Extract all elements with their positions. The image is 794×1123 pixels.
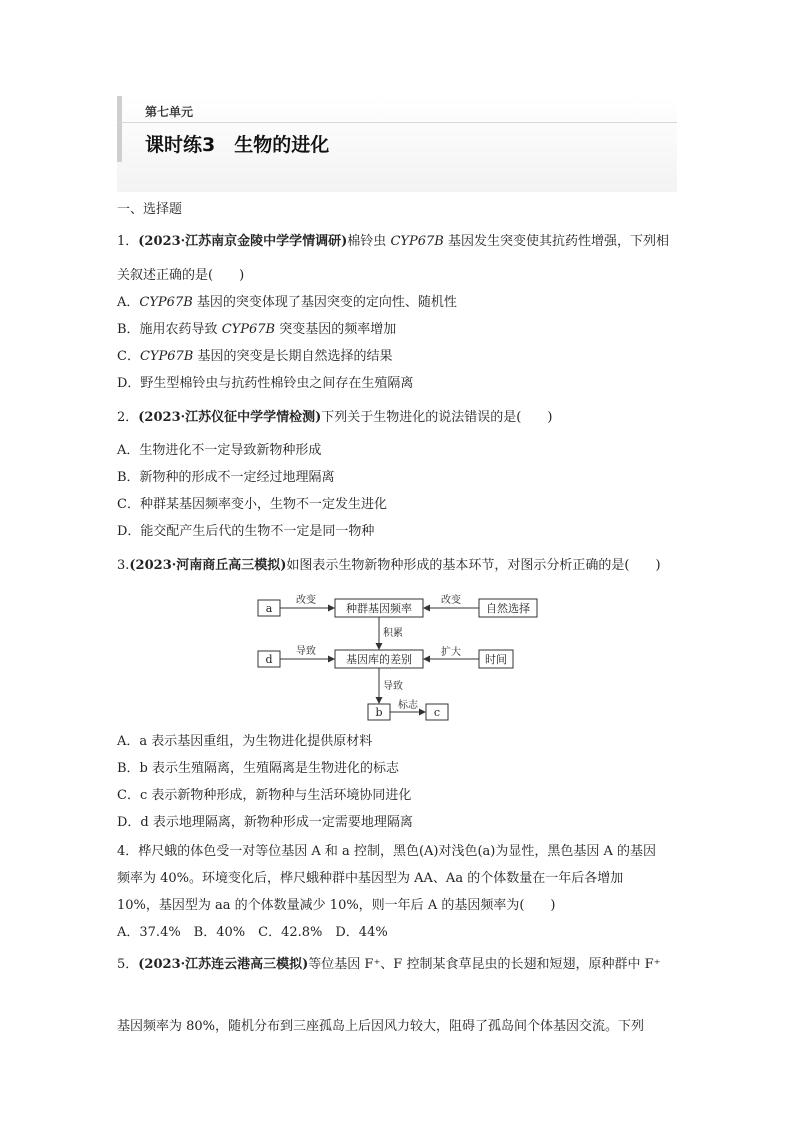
option-text: B．施用农药导致 xyxy=(117,322,222,337)
question-1-stem-line2: 关叙述正确的是( ) xyxy=(117,268,245,283)
q2-option-d: D．能交配产生后代的生物不一定是同一物种 xyxy=(117,524,375,539)
q1-gene: CYP67B xyxy=(390,234,444,249)
q1-option-b xyxy=(117,321,396,339)
box-b-label: b xyxy=(375,706,383,719)
q1-gene: CYP67B xyxy=(139,295,193,310)
q4-options: A．37.4% B．40% C．42.8% D．44% xyxy=(117,925,388,940)
label-mark: 标志 xyxy=(398,700,418,711)
q2-option-a: A．生物进化不一定导致新物种形成 xyxy=(117,443,322,458)
label-change-left: 改变 xyxy=(296,595,316,606)
q3-option-b: B．b 表示生殖隔离，生殖隔离是生物进化的标志 xyxy=(117,761,400,776)
q3-option-c: C．c 表示新物种形成，新物种与生活环境协同进化 xyxy=(117,788,412,803)
box-freq-label: 种群基因频率 xyxy=(346,602,412,615)
q3-stem-text: 如图表示生物新物种形成的基本环节，对图示分析正确的是( ) xyxy=(286,558,661,573)
q1-option-d: D．野生型棉铃虫与抗药性棉铃虫之间存在生殖隔离 xyxy=(117,376,414,391)
page-title: 课时练3 生物的进化 xyxy=(145,134,330,156)
option-text: 基因的突变是长期自然选择的结果 xyxy=(193,349,393,364)
option-letter: C． xyxy=(117,349,140,364)
q5-stem-text: 等位基因 F⁺、F 控制某食草昆虫的长翅和短翅，原种群中 F⁺ xyxy=(308,957,661,972)
q3-number: 3. xyxy=(117,558,130,573)
q1-gene: CYP67B xyxy=(221,322,276,337)
question-5-line2: 基因频率为 80%，随机分布到三座孤岛上后因风力较大，阻碍了孤岛间个体基因交流。下列 xyxy=(117,1019,645,1034)
question-3-stem xyxy=(117,557,661,575)
q1-gene: CYP67B xyxy=(139,349,194,364)
box-select-label: 自然选择 xyxy=(486,602,530,615)
section-heading: 一、选择题 xyxy=(117,202,183,217)
label-accumulate: 积累 xyxy=(383,628,403,639)
box-a-label: a xyxy=(265,602,273,615)
box-d-label: d xyxy=(265,653,273,666)
q3-option-a: A．a 表示基因重组，为生物进化提供原材料 xyxy=(117,734,373,749)
question-4-line1: 4．桦尺蛾的体色受一对等位基因 A 和 a 控制，黑色(A)对浅色(a)为显性，黑色基因 A 的基因 xyxy=(117,844,657,859)
question-4-line2: 频率为 40%。环境变化后，桦尺蛾种群中基因型为 AA、Aa 的个体数量在一年后各增加 xyxy=(117,871,624,886)
label-cause-down: 导致 xyxy=(383,681,403,692)
q5-number: 5． xyxy=(117,957,139,972)
label-change-right: 改变 xyxy=(441,595,461,606)
label-expand: 扩大 xyxy=(441,647,461,658)
question-2-stem xyxy=(117,409,552,427)
question-5-stem xyxy=(117,956,660,974)
q1-stem-part: 基因发生突变使其抗药性增强，下列相 xyxy=(443,234,669,249)
option-letter: A． xyxy=(117,295,140,310)
question-4-line3: 10%，基因型为 aa 的个体数量减少 10%，则一年后 A 的基因频率为( ) xyxy=(117,898,556,913)
box-time-label: 时间 xyxy=(485,653,507,666)
q1-number: 1． xyxy=(117,234,139,249)
box-c-label: c xyxy=(433,706,441,719)
label-cause-left: 导致 xyxy=(296,646,316,657)
header-divider xyxy=(117,122,677,123)
q1-stem-part: 棉铃虫 xyxy=(347,234,391,249)
q2-option-c: C．种群某基因频率变小，生物不一定发生进化 xyxy=(117,497,387,512)
q2-number: 2． xyxy=(117,410,139,425)
q1-option-a xyxy=(117,294,457,312)
q5-source: (2023·江苏连云港高三模拟) xyxy=(138,957,309,972)
speciation-diagram xyxy=(255,592,545,724)
q3-option-d: D．d 表示地理隔离，新物种形成一定需要地理隔离 xyxy=(117,815,413,830)
q3-source: (2023·河南商丘高三模拟) xyxy=(129,558,287,573)
option-text: 基因的突变体现了基因突变的定向性、随机性 xyxy=(192,295,457,310)
q1-option-c xyxy=(117,348,392,366)
q2-source: (2023·江苏仪征中学学情检测) xyxy=(138,410,322,425)
q2-stem-text: 下列关于生物进化的说法错误的是( ) xyxy=(321,410,553,425)
box-pool-label: 基因库的差别 xyxy=(346,653,412,666)
q2-option-b: B．新物种的形成不一定经过地理隔离 xyxy=(117,470,335,485)
option-text: 突变基因的频率增加 xyxy=(275,322,397,337)
header-accent-bar xyxy=(117,96,122,162)
q1-source: (2023·江苏南京金陵中学学情调研) xyxy=(138,234,348,249)
unit-label: 第七单元 xyxy=(145,105,194,119)
question-1-stem xyxy=(117,233,669,251)
